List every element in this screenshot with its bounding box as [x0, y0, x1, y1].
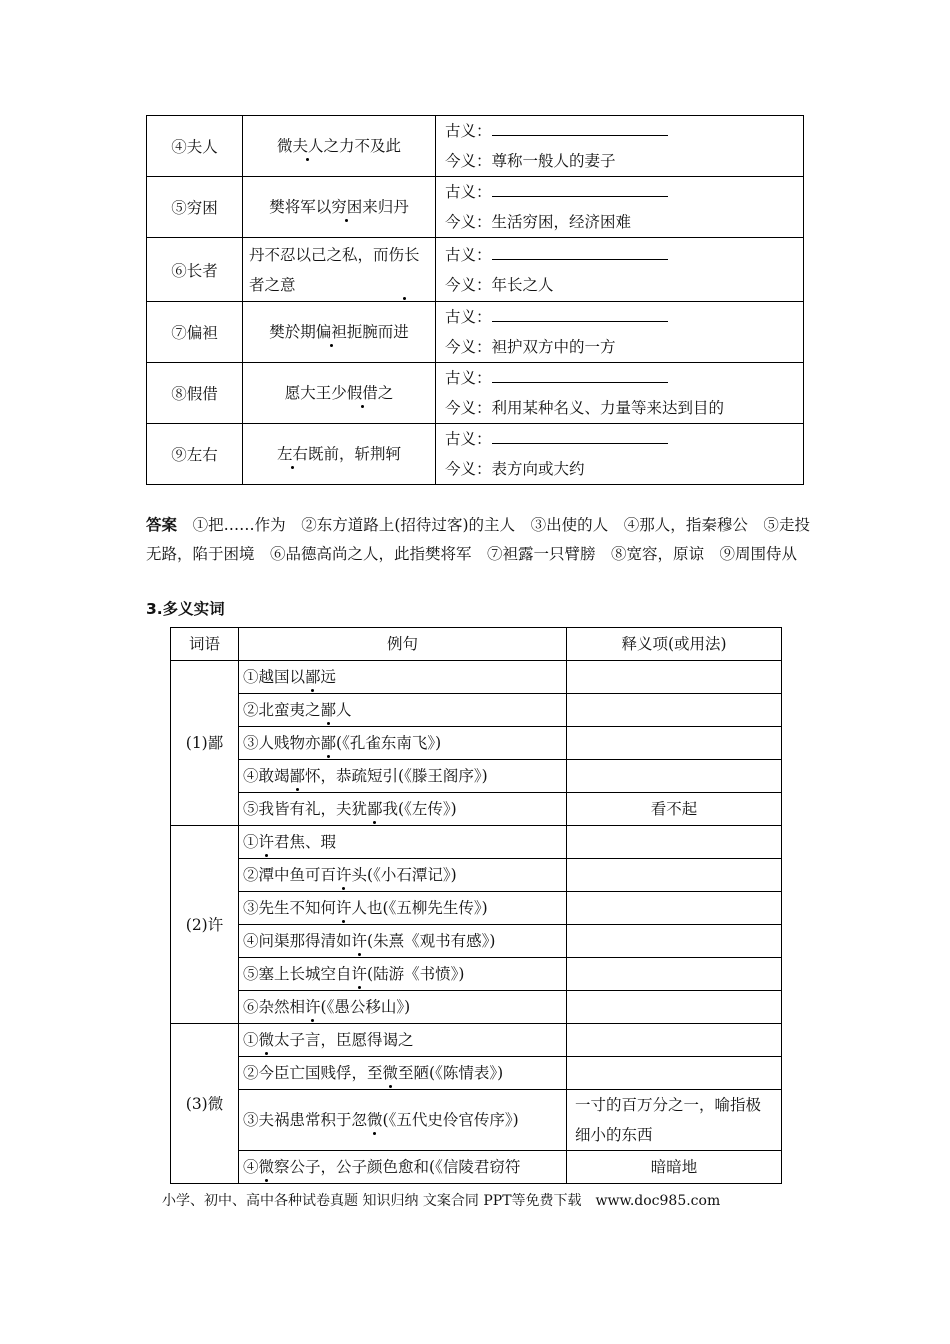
ancient-meaning-line	[445, 240, 794, 270]
example-pre: 微	[276, 137, 293, 155]
modern-meaning: 今义：生活穷困，经济困难	[445, 213, 632, 231]
example-cell	[243, 177, 436, 238]
word-cell: (3)微	[171, 1024, 239, 1184]
term-cell: ⑧假借	[147, 363, 243, 424]
example-emphasis: 鄙	[289, 767, 306, 785]
example-cell	[239, 760, 567, 793]
example-post: 怀，恭疏短引(《滕王阁序》)	[305, 767, 488, 785]
example-emphasis: 假借	[346, 384, 378, 402]
table-row	[171, 859, 782, 892]
ancient-meaning-line	[445, 363, 794, 393]
example-emphasis: 微	[258, 1031, 275, 1049]
example-post: 太子言，臣愿得谒之	[274, 1031, 414, 1049]
meaning-cell	[567, 859, 782, 892]
example-cell	[239, 859, 567, 892]
modern-meaning: 今义：尊称一般人的妻子	[445, 152, 616, 170]
example-emphasis: 微	[367, 1111, 383, 1129]
example-pre: ③夫祸患常积于忽	[243, 1111, 368, 1129]
page-footer	[162, 1190, 720, 1210]
example-emphasis: 鄙	[320, 734, 337, 752]
meaning-cell	[567, 826, 782, 859]
table-row	[171, 727, 782, 760]
meaning-cell	[567, 1024, 782, 1057]
example-pre: 樊於期	[269, 323, 316, 341]
example-emphasis: 微	[258, 1158, 275, 1176]
meaning-cell	[436, 238, 804, 302]
example-pre: ⑤塞上长城空自	[243, 965, 352, 983]
example-pre: ①	[243, 1031, 259, 1049]
table-row	[171, 925, 782, 958]
modern-meaning: 今义：袒护双方中的一方	[445, 338, 616, 356]
example-post: 既前，斩荆轲	[308, 445, 402, 463]
blank-line	[492, 368, 668, 383]
header-word: 词语	[171, 628, 239, 661]
footer-text: 小学、初中、高中各种试卷真题 知识归纳 文案合同 PPT等免费下载	[162, 1193, 582, 1209]
example-pre: ⑤我皆有礼，夫犹	[243, 800, 368, 818]
example-post: 扼腕而进	[346, 323, 409, 341]
modern-meaning: 今义：年长之人	[445, 275, 554, 294]
example-cell	[239, 661, 567, 694]
example-cell	[239, 727, 567, 760]
table-row	[171, 661, 782, 694]
example-pre: 愿大王少	[284, 384, 347, 402]
example-pre: ①越国以	[243, 668, 306, 686]
example-pre: ①	[243, 833, 259, 851]
blank-line	[492, 245, 668, 260]
table-row	[171, 1057, 782, 1090]
meaning-cell: 暗暗地	[567, 1151, 782, 1184]
meaning-cell: 一寸的百万分之一，喻指极细小的东西	[567, 1090, 782, 1151]
example-cell	[239, 892, 567, 925]
meaning-cell	[436, 116, 804, 177]
example-post: 察公子，公子颜色愈和(《信陵君窃符	[274, 1158, 521, 1176]
meaning-cell	[567, 991, 782, 1024]
example-emphasis: 夫人	[292, 137, 324, 155]
example-emphasis: 微	[382, 1064, 399, 1082]
example-post: 君焦、瑕	[274, 833, 337, 851]
example-cell	[239, 1090, 567, 1151]
example-post: 之意	[264, 275, 296, 294]
meaning-cell: 看不起	[567, 793, 782, 826]
table-row	[171, 1151, 782, 1184]
ancient-meaning-line	[445, 302, 794, 332]
example-pre: 樊将军以	[269, 198, 332, 216]
table-row	[171, 1024, 782, 1057]
example-cell	[239, 1057, 567, 1090]
example-post: (《五代史伶官传序》)	[382, 1111, 519, 1129]
example-emphasis: 鄙	[305, 668, 321, 686]
example-pre: 丹不忍以己之私，而伤	[249, 245, 405, 264]
meaning-cell	[567, 694, 782, 727]
ancient-meaning-label: 古义：	[445, 430, 492, 448]
meaning-cell	[567, 892, 782, 925]
meaning-cell	[567, 958, 782, 991]
example-cell	[243, 363, 436, 424]
header-example: 例句	[239, 628, 567, 661]
polysemy-table	[170, 627, 782, 1184]
word-cell: (2)许	[171, 826, 239, 1024]
meaning-cell	[567, 1057, 782, 1090]
example-post: 人也(《五柳先生传》)	[351, 899, 488, 917]
term-cell: ⑤穷困	[147, 177, 243, 238]
example-cell	[243, 116, 436, 177]
table-row	[171, 793, 782, 826]
answer-label: 答案	[146, 516, 178, 534]
table-row	[147, 238, 804, 302]
example-post: (朱熹《观书有感》)	[367, 932, 496, 950]
blank-line	[492, 182, 668, 197]
example-cell	[239, 1024, 567, 1057]
word-cell: (1)鄙	[171, 661, 239, 826]
table-row	[147, 424, 804, 485]
example-emphasis: 左右	[276, 445, 308, 463]
ancient-meaning-line	[445, 116, 794, 146]
example-emphasis: 穷困	[331, 198, 363, 216]
example-cell	[239, 991, 567, 1024]
table-row	[171, 892, 782, 925]
example-pre: ⑥杂然相	[243, 998, 306, 1016]
example-cell	[239, 826, 567, 859]
example-emphasis: 许	[336, 899, 352, 917]
example-emphasis: 许	[305, 998, 321, 1016]
table-row	[171, 760, 782, 793]
table-row	[171, 826, 782, 859]
example-pre: ②潭中鱼可百	[243, 866, 337, 884]
modern-meaning: 今义：利用某种名义、力量等来达到目的	[445, 399, 725, 417]
modern-meaning: 今义：表方向或大约	[445, 460, 585, 478]
footer-url: www.doc985.com	[595, 1193, 721, 1209]
table-row	[171, 958, 782, 991]
ancient-meaning-label: 古义：	[445, 369, 492, 387]
example-post: 之	[377, 384, 394, 402]
section-title: 3.多义实词	[146, 600, 225, 618]
meaning-cell	[567, 661, 782, 694]
example-pre: ④	[243, 1158, 259, 1176]
example-pre: ④问渠那得清如	[243, 932, 352, 950]
answer-text: ①把……作为 ②东方道路上(招待过客)的主人 ③出使的人 ④那人，指秦穆公 ⑤走投无路，陷于困境 ⑥品德高尚之人，此指樊将军 ⑦袒露一只臂膀 ⑧宽容，原谅 ⑨周围侍从	[146, 516, 810, 563]
answer-paragraph	[146, 511, 810, 569]
example-cell	[239, 925, 567, 958]
meaning-cell	[567, 925, 782, 958]
meaning-cell	[436, 177, 804, 238]
example-emphasis: 许	[336, 866, 352, 884]
example-emphasis: 许	[258, 833, 275, 851]
example-post: (《孔雀东南飞》)	[336, 734, 442, 752]
table-row	[171, 991, 782, 1024]
example-post: 之力不及此	[323, 137, 402, 155]
ancient-meaning-line	[445, 177, 794, 207]
ancient-modern-meaning-table	[146, 115, 804, 485]
ancient-meaning-label: 古义：	[445, 308, 492, 326]
example-emphasis: 鄙	[367, 800, 383, 818]
example-cell	[243, 424, 436, 485]
meaning-cell	[436, 302, 804, 363]
example-post: 头(《小石潭记》)	[351, 866, 457, 884]
example-pre: ③先生不知何	[243, 899, 337, 917]
example-cell	[239, 793, 567, 826]
example-pre: ②北蛮夷之	[243, 701, 321, 719]
header-meaning: 释义项(或用法)	[567, 628, 782, 661]
table-row	[147, 302, 804, 363]
meaning-cell	[567, 760, 782, 793]
table-row	[147, 363, 804, 424]
example-emphasis: 长者	[249, 245, 420, 294]
example-pre: ②今臣亡国贱俘，至	[243, 1064, 383, 1082]
ancient-meaning-line	[445, 424, 794, 454]
example-emphasis: 许	[351, 965, 368, 983]
example-emphasis: 许	[351, 932, 368, 950]
meaning-cell	[436, 363, 804, 424]
table-row	[171, 694, 782, 727]
example-post: 远	[320, 668, 337, 686]
example-pre: ④敢竭	[243, 767, 290, 785]
example-emphasis: 偏袒	[315, 323, 347, 341]
term-cell: ⑦偏袒	[147, 302, 243, 363]
ancient-meaning-label: 古义：	[445, 183, 492, 201]
example-pre: ③人贱物亦	[243, 734, 321, 752]
example-post: 至陋(《陈情表》)	[398, 1064, 504, 1082]
example-post: (《愚公移山》)	[320, 998, 411, 1016]
blank-line	[492, 307, 668, 322]
meaning-cell	[567, 727, 782, 760]
blank-line	[492, 121, 668, 136]
example-cell	[239, 1151, 567, 1184]
example-cell	[239, 958, 567, 991]
blank-line	[492, 429, 668, 444]
ancient-meaning-label: 古义：	[445, 245, 492, 264]
ancient-meaning-label: 古义：	[445, 122, 492, 140]
example-post: 我(《左传》)	[382, 800, 457, 818]
example-emphasis: 鄙	[320, 701, 337, 719]
table-row	[147, 116, 804, 177]
table-row	[147, 177, 804, 238]
example-cell	[243, 302, 436, 363]
example-cell	[239, 694, 567, 727]
term-cell: ⑨左右	[147, 424, 243, 485]
example-cell	[243, 238, 436, 302]
meaning-cell	[436, 424, 804, 485]
example-post: 来归丹	[362, 198, 409, 216]
term-cell: ⑥长者	[147, 238, 243, 302]
table-row	[171, 1090, 782, 1151]
example-post: 人	[336, 701, 352, 719]
example-post: (陆游《书愤》)	[367, 965, 465, 983]
term-cell: ④夫人	[147, 116, 243, 177]
